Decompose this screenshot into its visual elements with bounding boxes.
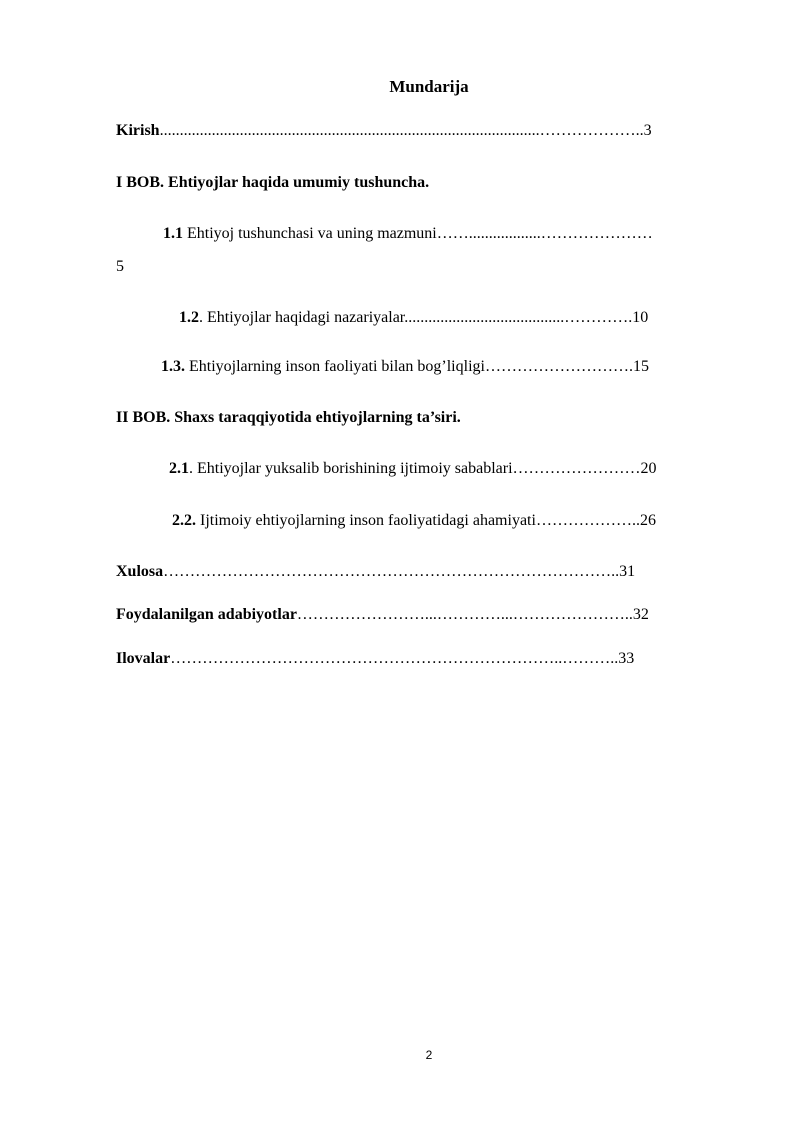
- toc-entry-ilovalar: [116, 649, 634, 669]
- toc-page-number: 3: [643, 122, 652, 139]
- toc-page-number: ..33: [610, 650, 635, 667]
- toc-entry-1-1: [163, 224, 653, 244]
- toc-leader-dots: ………………………………………………………………..………: [170, 650, 611, 667]
- toc-page-number: ..32: [624, 606, 649, 623]
- toc-entry-1-2: [179, 308, 648, 328]
- toc-entry-2-1: [169, 459, 657, 479]
- toc-leader-dots: ……..................…………………: [436, 225, 653, 242]
- toc-entry-adabiyotlar: [116, 605, 649, 625]
- toc-page-number: ..26: [631, 512, 656, 529]
- toc-entry-title: Ilovalar: [116, 650, 171, 667]
- toc-leader-dots: ........................................…………: [404, 309, 629, 326]
- toc-entry-title: Ijtimoiy ehtiyojlarning inson faoliyatidagi ahamiyati: [196, 512, 536, 529]
- toc-page-number: ..31: [611, 563, 636, 580]
- toc-entry-title: Ehtiyojlarning inson faoliyati bilan bog’liqligi: [185, 358, 485, 375]
- toc-page-number: .10: [628, 309, 649, 326]
- toc-leader-dots: ………………………: [484, 358, 629, 375]
- toc-section-number: 2.2.: [172, 512, 196, 529]
- toc-entry-title: . Ehtiyojlar yuksalib borishining ijtimoiy sabablari: [189, 460, 513, 477]
- toc-entry-kirish: [116, 121, 652, 141]
- toc-leader-dots: ……………………: [512, 460, 641, 477]
- toc-chapter-1: I BOB. Ehtiyojlar haqida umumiy tushuncha.: [116, 174, 430, 191]
- toc-entry-xulosa: [116, 562, 635, 582]
- toc-entry-title: Foydalanilgan adabiyotlar: [116, 606, 297, 623]
- toc-section-number: 1.2: [179, 309, 199, 326]
- toc-entry-title: Ehtiyoj tushunchasi va uning mazmuni: [183, 225, 437, 242]
- toc-entry-title: Xulosa: [116, 563, 164, 580]
- toc-section-number: 2.1: [169, 460, 189, 477]
- toc-section-number: 1.1: [163, 225, 183, 242]
- toc-entry-2-2: [172, 511, 656, 531]
- toc-entry-title: . Ehtiyojlar haqidagi nazariyalar: [199, 309, 405, 326]
- toc-page-number: .15: [628, 358, 649, 375]
- toc-entry-title: Kirish: [116, 122, 160, 139]
- toc-chapter-2: II BOB. Shaxs taraqqiyotida ehtiyojlarning ta’siri.: [116, 409, 461, 426]
- page-number-footer: 2: [425, 1048, 433, 1062]
- toc-page-number: 5: [116, 258, 124, 275]
- toc-entry-1-3: [161, 357, 649, 377]
- toc-page-number: 20: [640, 460, 657, 477]
- toc-leader-dots: …………………………………………………………………………: [163, 563, 612, 580]
- toc-leader-dots: ………………: [535, 512, 632, 529]
- toc-section-number: 1.3.: [161, 358, 185, 375]
- page-title: Mundarija: [389, 77, 469, 96]
- toc-leader-dots: ...............................................................................................………………..: [159, 122, 644, 139]
- toc-leader-dots: ……………………...…………...…………………: [296, 606, 625, 623]
